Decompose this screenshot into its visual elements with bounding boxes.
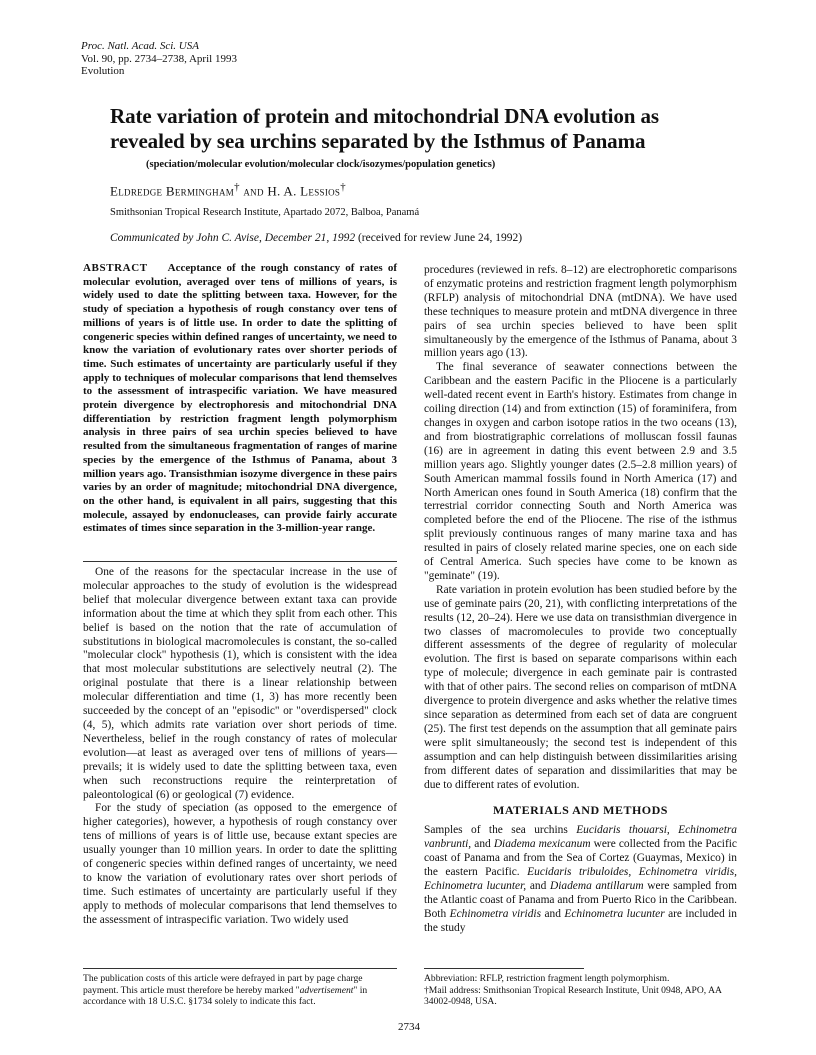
abstract-divider <box>83 561 397 562</box>
advertisement-word: advertisement <box>299 984 354 996</box>
communicated-prefix: Communicated by John C. Avise, December 21, 1992 <box>110 232 356 244</box>
author-1-dagger: † <box>234 181 240 193</box>
abstract-label: ABSTRACT <box>83 262 148 274</box>
species-name: Echinometra lucunter <box>564 907 665 920</box>
journal-name: Proc. Natl. Acad. Sci. USA <box>81 40 199 52</box>
paragraph: One of the reasons for the spectacular increase in the use of molecular approaches to the study of evolution is the widespread belief that molecular divergence between extant taxa can provide information about the time at which they split from each other. This belief is based on the notion that the rate of accumulation of substitutions in biological macromolecules is constant, the so-called "molecular clock" hypothesis (1), which is consistent with the idea that most molecular substitutions are selectively neutral (2). The original postulate that there is a linear relationship between molecular differentiation and time (1, 3) has more recently been succeeded by the concept of an "episodic" or "overdispersed" clock (4, 5), which admits rate variation over short periods of time. Nevertheless, belief in the rough constancy of rates of molecular evolution—at least as averaged over tens of millions of years—prevails; it is widely used to date the splitting between taxa, even when such reconstructions require the reinterpretation of paleontological (6) or geological (7) evidence. <box>83 566 397 801</box>
author-1: Eldredge Bermingham <box>110 183 235 199</box>
paragraph: procedures (reviewed in refs. 8–12) are electrophoretic comparisons of enzymatic proteins and restriction fragment length polymorphism (RFLP) analysis of mitochondrial DNA (mtDNA). We have used these techniques to measure protein and mtDNA divergence in three pairs of sea urchin species believed to have been split simultaneously by the emergence of the Isthmus of Panama, about 3 million years ago (13). <box>424 264 737 360</box>
abstract-text: Acceptance of the rough constancy of rates of molecular evolution, averaged over tens of millions of years, is widely used to date the splitting between taxa. However, for the study of speciation a hypothesis of rough constancy over tens of millions of years is of little use. In order to date the splitting of congeneric species within defined ranges of uncertainty, we need to know the variation of evolutionary rates over shorter periods of time. Such estimates of uncertainty are particularly useful if they apply to techniques of molecular comparisons that lend themselves to the assessment of intraspecific variation. We have measured protein divergence by electrophoresis and mitochondrial DNA differentiation by restriction fragment length polymorphism analysis in three pairs of sea urchin species believed to have resulted from the simultaneous fragmentation of ranges of marine species by the emergence of the Isthmus of Panama, about 3 million years ago. Transisthmian isozyme divergence in these pairs varies by an order of magnitude; mitochondrial DNA divergence, on the other hand, is equivalent in all pairs, suggesting that this molecule, assayed by endonucleases, can provide fairly accurate estimates of times since separation in the 3-million-year range. <box>83 262 397 535</box>
left-column-body <box>83 566 397 928</box>
communicated-by <box>110 232 522 244</box>
abstract <box>83 262 397 536</box>
journal-volume: Vol. 90, pp. 2734–2738, April 1993 <box>81 52 237 65</box>
paragraph: The final severance of seawater connections between the Caribbean and the eastern Pacific in the Pliocene is a particularly well-dated recent event in Earth's history. Estimates from change in coiling direction (14) and from extinction (15) of foraminifera, from changes in oxygen and carbon isotope ratios in the two oceans (13), and from biostratigraphic correlations of molluscan fossil faunas (16) are in agreement in dating this event between 2.9 and 3.5 million years ago. Slightly younger dates (2.5–2.8 million years) of South American mammal fossils found in North America (17) and North American ones found in South America (18) confirm that the terrestrial corridor connecting South and North America was completed before the end of the Pliocene. The rise of the isthmus split previously continuous ranges of many marine taxa and has resulted in pairs of closely related marine species, one on each side of Central America. Such species have come to be known as "geminate" (19). <box>424 361 737 582</box>
affiliation: Smithsonian Tropical Research Institute, Apartado 2072, Balboa, Panamá <box>110 207 420 218</box>
abbreviation-note: Abbreviation: RFLP, restriction fragment length polymorphism. <box>424 973 670 984</box>
page-number: 2734 <box>398 1021 420 1033</box>
author-2: H. A. Lessios <box>267 183 341 199</box>
author-separator: and <box>243 183 264 199</box>
author-2-dagger: † <box>340 181 346 193</box>
methods-paragraph: Samples of the sea urchins Eucidaris thouarsi, Echinometra vanbrunti, and Diadema mexicanum were collected from the Pacific coast of Panama and from the Sea of Cortez (Guaymas, Mexico) in the eastern Pacific. Eucidaris tribuloides, Echinometra viridis, Echinometra lucunter, and Diadema antillarum were sampled from the Atlantic coast of Panama and from Puerto Rico in the Caribbean. Both Echinometra viridis and Echinometra lucunter are included in the study <box>424 824 737 934</box>
species-name: Eucidaris tribuloides, Echinometra viridis, Echinometra lucunter, <box>424 866 737 892</box>
authors <box>110 181 346 199</box>
publication-cost-footnote: The publication costs of this article were defrayed in part by page charge payment. This article must therefore be hereby marked "advertisement" in accordance with 18 U.S.C. §1734 solely to indicate this fact. <box>83 973 368 1007</box>
species-name: Diadema antillarum <box>550 879 644 892</box>
right-column-body <box>424 264 737 936</box>
footnote-divider <box>83 968 397 969</box>
species-name: Echinometra viridis <box>449 907 542 920</box>
paragraph: For the study of speciation (as opposed to the emergence of higher categories), however, a hypothesis of rough constancy over tens of millions of years is of little use, because extant species are usually younger than 10 million years. In order to date the splitting of congeneric species within defined ranges of uncertainty, we need to know the variation of evolutionary rates over short periods of time. Such estimates of uncertainty are particularly useful if they apply to methods of molecular comparisons that lend themselves to the assessment of intraspecific variation. Two widely used <box>83 802 397 926</box>
footnote-divider-right <box>424 968 584 969</box>
received-date: (received for review June 24, 1992) <box>357 232 523 244</box>
species-name: Diadema mexicanum <box>493 838 591 851</box>
abbreviation-footnote <box>424 973 737 1008</box>
article-title: Rate variation of protein and mitochondrial DNA evolution as revealed by sea urchins separated by the Isthmus of Panama <box>110 104 659 153</box>
section-heading: MATERIALS AND METHODS <box>493 803 668 818</box>
journal-header <box>81 40 237 78</box>
keywords: (speciation/molecular evolution/molecular clock/isozymes/population genetics) <box>146 159 496 170</box>
paragraph: Rate variation in protein evolution has been studied before by the use of geminate pairs (20, 21), with conflicting interpretations of the results (12, 20–24). Here we use data on transisthmian divergence in two classes of macromolecules to provide two conceptually different assessments of the degree of regularity of molecular evolution. The first is based on separate comparisons within each type of molecule; divergence in each geminate pair is contrasted with that of other pairs. The second relies on comparison of mtDNA divergence to protein divergence and asks whether the relative times since separation as determined from each set of data are congruent (25). The first test depends on the assumption that all geminate pairs were split simultaneously; the second test is independent of this assumption and can help distinguish between dissimilarities arising from different dates of separation and dissimilarities that may be due to different rates of evolution. <box>424 583 737 791</box>
journal-section: Evolution <box>81 65 125 77</box>
mail-address-note: †Mail address: Smithsonian Tropical Research Institute, Unit 0948, APO, AA 34002-0948, USA. <box>424 984 722 1007</box>
species-name: Eucidaris thouarsi, Echinometra vanbrunti, <box>424 824 737 851</box>
